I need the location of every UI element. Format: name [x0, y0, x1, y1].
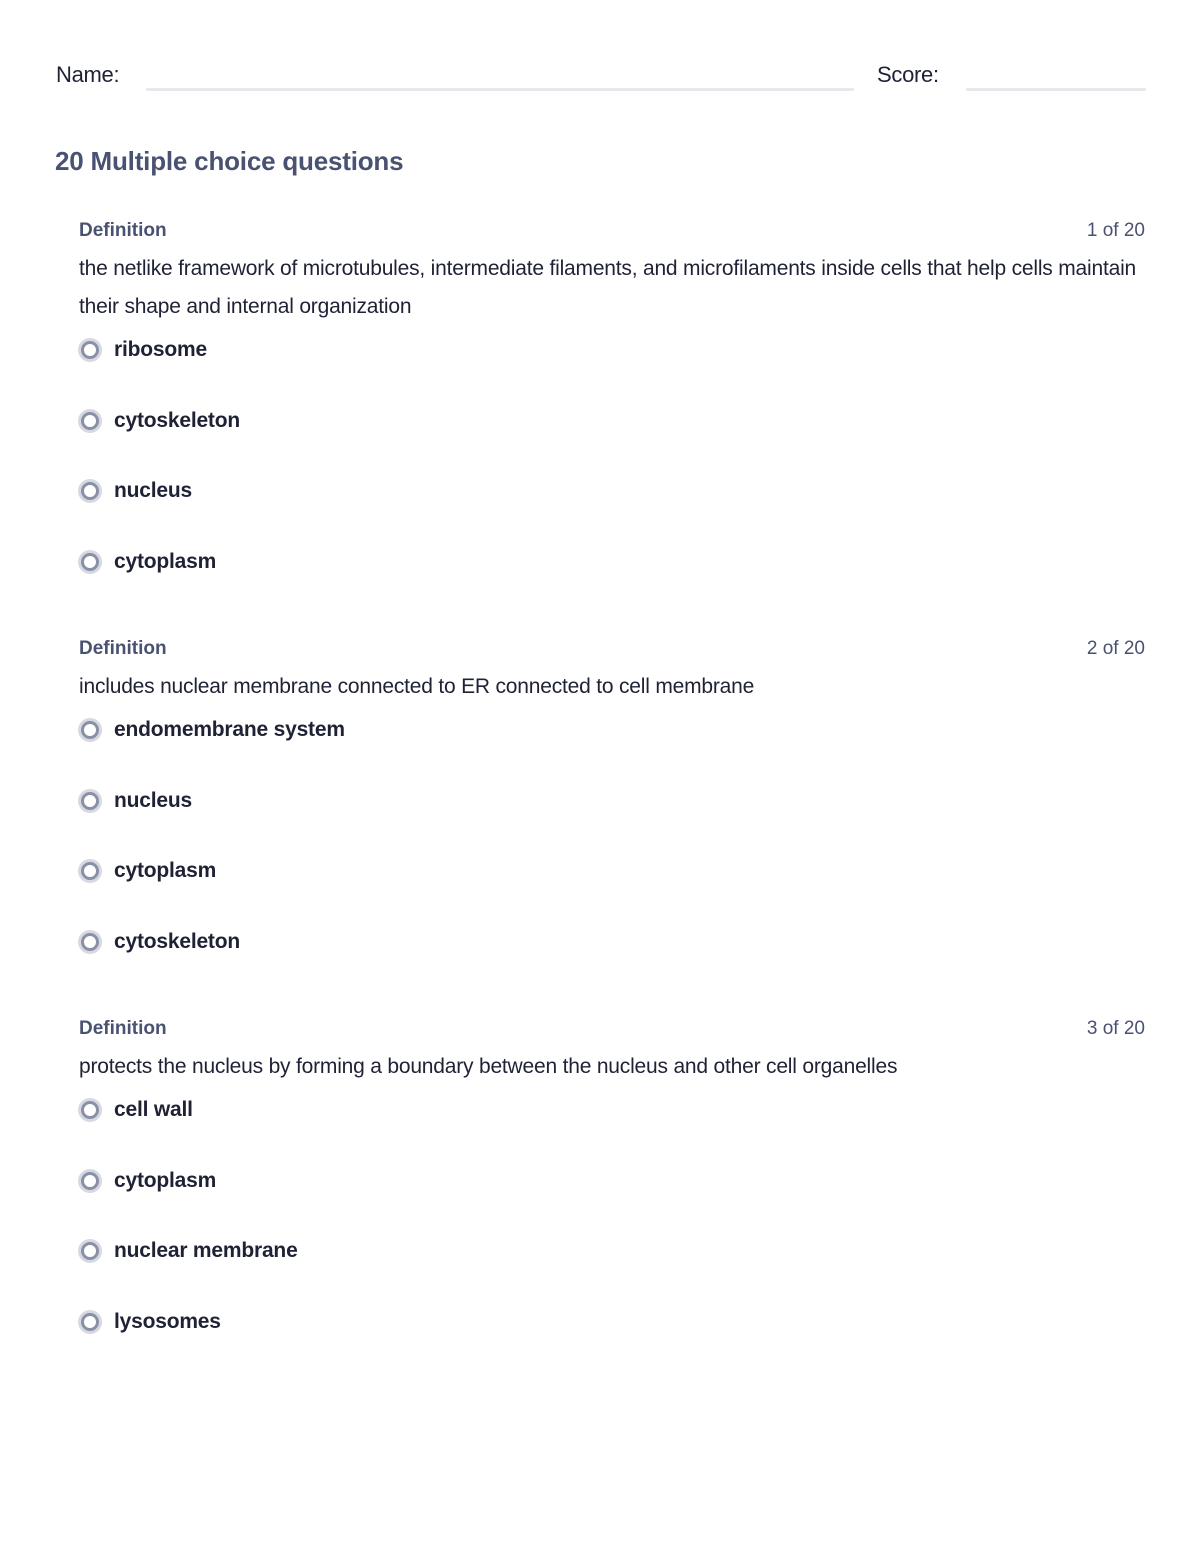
- answer-option[interactable]: [79, 853, 1145, 924]
- question-text: includes nuclear membrane connected to ER connected to cell membrane: [79, 675, 755, 698]
- radio-button-icon[interactable]: [78, 409, 102, 433]
- radio-button-icon[interactable]: [78, 930, 102, 954]
- answer-option[interactable]: [79, 332, 1145, 403]
- name-label: Name:: [56, 62, 120, 87]
- radio-button-icon[interactable]: [78, 789, 102, 813]
- question-counter: 1 of 20: [1086, 220, 1145, 241]
- answer-label[interactable]: cell wall: [114, 1098, 193, 1121]
- answer-options: [79, 1092, 1145, 1374]
- answer-label[interactable]: nuclear membrane: [114, 1239, 298, 1262]
- answer-label[interactable]: nucleus: [114, 788, 192, 812]
- question-2: [79, 634, 1145, 1014]
- answer-option[interactable]: [79, 712, 1145, 783]
- radio-button-icon[interactable]: [78, 550, 102, 574]
- answer-option[interactable]: [79, 1163, 1145, 1234]
- question-type: Definition: [79, 1018, 167, 1039]
- answer-option[interactable]: [79, 1304, 1145, 1375]
- radio-button-icon[interactable]: [78, 338, 102, 362]
- question-counter: 3 of 20: [1086, 1018, 1145, 1039]
- answer-option[interactable]: [79, 403, 1145, 474]
- answer-label[interactable]: cytoplasm: [114, 859, 217, 882]
- section-title: 20 Multiple choice questions: [55, 146, 404, 176]
- answer-label[interactable]: cytoskeleton: [114, 408, 240, 432]
- answer-options: [79, 332, 1145, 614]
- answer-option[interactable]: [79, 1092, 1145, 1163]
- answer-label[interactable]: ribosome: [114, 338, 207, 361]
- question-header: [79, 1014, 1145, 1046]
- header-row: [56, 60, 1146, 94]
- answer-label[interactable]: nucleus: [114, 479, 192, 502]
- radio-button-icon[interactable]: [78, 1239, 102, 1263]
- answer-label[interactable]: cytoplasm: [114, 1168, 217, 1192]
- answer-option[interactable]: [79, 473, 1145, 544]
- question-text: the netlike framework of microtubules, intermediate filaments, and microfilaments inside cells that help cells maintain their shape and internal organization: [79, 257, 1137, 318]
- radio-button-icon[interactable]: [78, 479, 102, 503]
- question-1: [79, 216, 1145, 634]
- answer-options: [79, 712, 1145, 994]
- answer-option[interactable]: [79, 783, 1145, 854]
- answer-label[interactable]: cytoplasm: [114, 549, 217, 573]
- answer-label[interactable]: cytoskeleton: [114, 929, 240, 953]
- answer-option[interactable]: [79, 1233, 1145, 1304]
- question-header: [79, 216, 1145, 248]
- radio-button-icon[interactable]: [78, 1310, 102, 1334]
- radio-button-icon[interactable]: [78, 1169, 102, 1193]
- question-3: [79, 1014, 1145, 1374]
- answer-option[interactable]: [79, 544, 1145, 615]
- radio-button-icon[interactable]: [78, 859, 102, 883]
- name-field[interactable]: [146, 88, 854, 91]
- question-list: [79, 216, 1145, 1374]
- answer-option[interactable]: [79, 924, 1145, 995]
- question-type: Definition: [79, 220, 167, 241]
- answer-label[interactable]: endomembrane system: [114, 718, 345, 741]
- question-counter: 2 of 20: [1086, 638, 1145, 659]
- question-header: [79, 634, 1145, 666]
- score-label: Score:: [877, 62, 939, 87]
- question-text: protects the nucleus by forming a boundary between the nucleus and other cell organelles: [79, 1055, 898, 1078]
- question-type: Definition: [79, 638, 167, 659]
- answer-label[interactable]: lysosomes: [114, 1309, 221, 1333]
- score-field[interactable]: [966, 88, 1146, 91]
- radio-button-icon[interactable]: [78, 718, 102, 742]
- radio-button-icon[interactable]: [78, 1098, 102, 1122]
